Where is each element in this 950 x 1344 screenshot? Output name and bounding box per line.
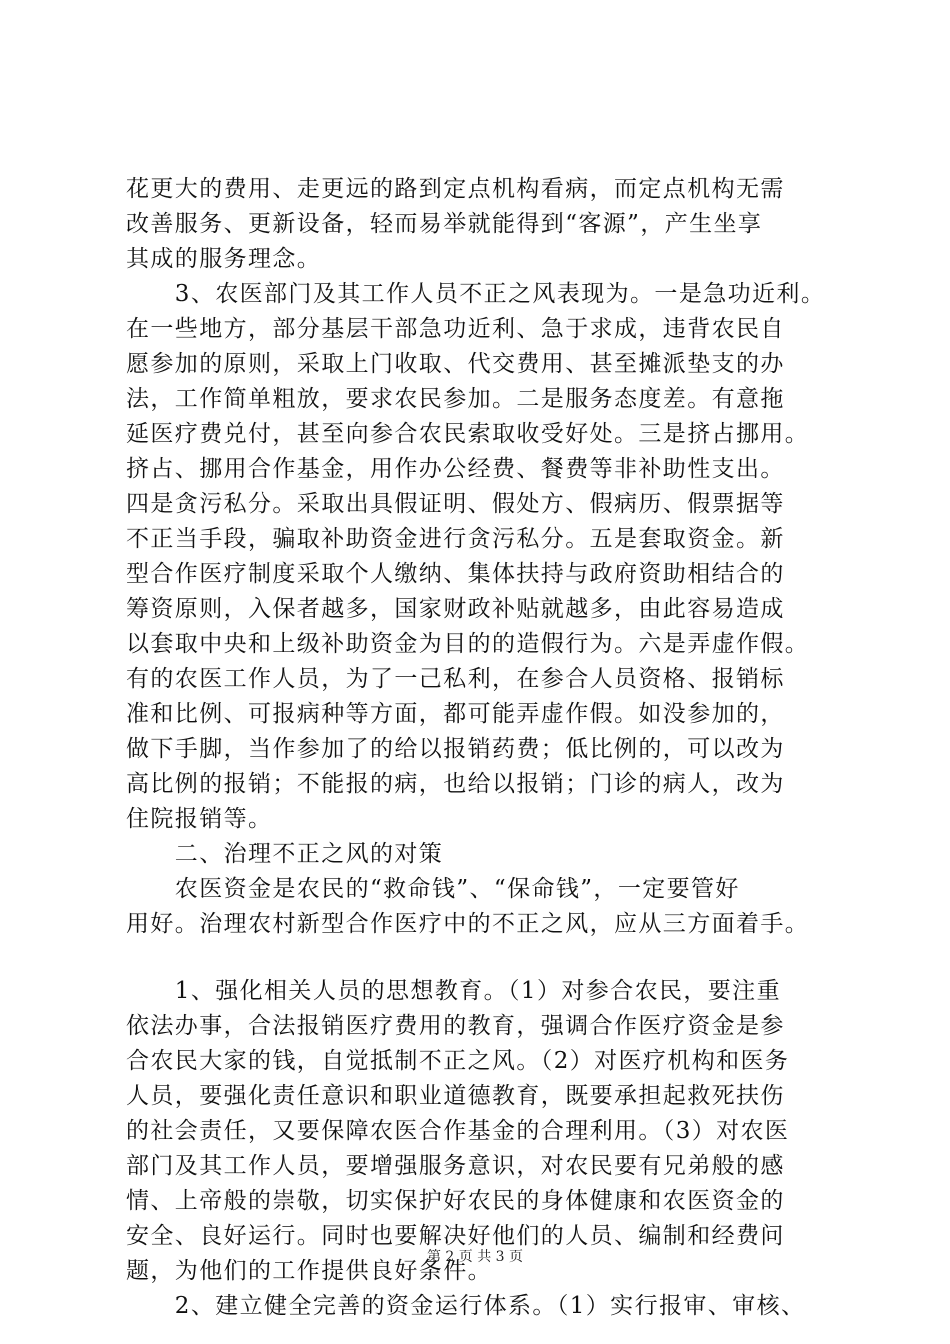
page-footer: 第 2 页 共 3 页 xyxy=(426,1249,524,1265)
text-line: 部门及其工作人员，要增强服务意识，对农民要有兄弟般的感 xyxy=(126,1153,785,1179)
text-line: 2、建立健全完善的资金运行体系。（1）实行报审、审核、 xyxy=(126,1293,806,1319)
text-line: 准和比例、可报病种等方面，都可能弄虚作假。如没参加的， xyxy=(126,701,785,727)
text-line: 四是贪污私分。采取出具假证明、假处方、假病历、假票据等 xyxy=(126,491,785,517)
paragraph-gap xyxy=(126,942,836,974)
text-line: 1、强化相关人员的思想教育。（1）对参合农民，要注重 xyxy=(126,978,781,1004)
text-line: 以套取中央和上级补助资金为目的的造假行为。六是弄虚作假。 xyxy=(126,631,810,657)
text-line: 不正当手段，骗取补助资金进行贪污私分。五是套取资金。新 xyxy=(126,526,785,552)
text-line: 农医资金是农民的“救命钱”、“保命钱”，一定要管好 xyxy=(126,876,740,902)
text-line: 筹资原则，入保者越多，国家财政补贴就越多，由此容易造成 xyxy=(126,596,785,622)
text-line: 做下手脚，当作参加了的给以报销药费；低比例的，可以改为 xyxy=(126,736,785,762)
text-line: 题，为他们的工作提供良好条件。 xyxy=(126,1258,492,1284)
text-line: 的社会责任，又要保障农医合作基金的合理利用。（3）对农医 xyxy=(126,1118,790,1144)
body-text xyxy=(126,172,836,1324)
text-line: 合农民大家的钱，自觉抵制不正之风。（2）对医疗机构和医务 xyxy=(126,1048,790,1074)
text-line: 延医疗费兑付，甚至向参合农民索取收受好处。三是挤占挪用。 xyxy=(126,421,810,447)
text-line: 在一些地方，部分基层干部急功近利、急于求成，违背农民自 xyxy=(126,316,785,342)
text-line: 依法办事，合法报销医疗费用的教育，强调合作医疗资金是参 xyxy=(126,1013,785,1039)
text-line: 挤占、挪用合作基金，用作办公经费、餐费等非补助性支出。 xyxy=(126,456,785,482)
text-line: 用好。治理农村新型合作医疗中的不正之风，应从三方面着手。 xyxy=(126,911,810,937)
text-line: 3、农医部门及其工作人员不正之风表现为。一是急功近利。 xyxy=(126,281,826,307)
text-line: 高比例的报销；不能报的病，也给以报销；门诊的病人，改为 xyxy=(126,771,785,797)
text-line: 有的农医工作人员，为了一己私利，在参合人员资格、报销标 xyxy=(126,666,785,692)
text-line: 愿参加的原则，采取上门收取、代交费用、甚至摊派垫支的办 xyxy=(126,351,785,377)
text-line: 其成的服务理念。 xyxy=(126,246,322,272)
text-line: 情、上帝般的崇敬，切实保护好农民的身体健康和农医资金的 xyxy=(126,1188,785,1214)
text-line: 住院报销等。 xyxy=(126,806,273,832)
text-line: 人员，要强化责任意识和职业道德教育，既要承担起救死扶伤 xyxy=(126,1083,785,1109)
text-line: 花更大的费用、走更远的路到定点机构看病，而定点机构无需 xyxy=(126,176,785,202)
text-line: 型合作医疗制度采取个人缴纳、集体扶持与政府资助相结合的 xyxy=(126,561,785,587)
text-line: 法，工作简单粗放，要求农民参加。二是服务态度差。有意拖 xyxy=(126,386,785,412)
text-line: 改善服务、更新设备，轻而易举就能得到“客源”，产生坐享 xyxy=(126,211,763,237)
text-line: 二、治理不正之风的对策 xyxy=(126,841,444,867)
text-line: 安全、良好运行。同时也要解决好他们的人员、编制和经费问 xyxy=(126,1223,785,1249)
